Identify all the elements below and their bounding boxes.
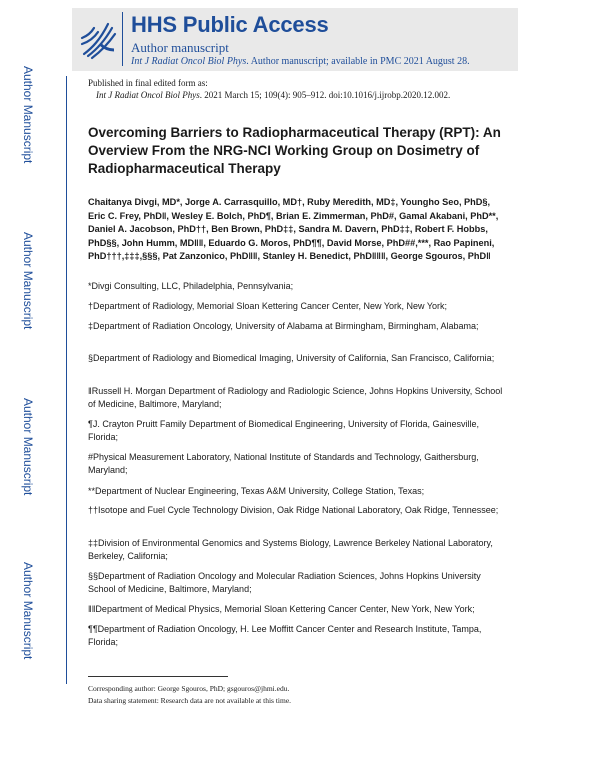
affiliation: ¶¶Department of Radiation Oncology, H. Lee Moffitt Cancer Center and Research Institute, Tampa, Florida; [88,624,482,647]
side-label-author-manuscript: Author Manuscript [21,232,35,330]
affiliation: §Department of Radiology and Biomedical Imaging, University of California, San Francisco, California; [88,353,495,363]
affiliation: ‖‖Department of Medical Physics, Memorial Sloan Kettering Cancer Center, New York, New York; [88,604,475,614]
side-rule [66,76,67,684]
banner-divider [122,12,123,66]
affiliation: †Department of Radiology, Memorial Sloan Kettering Cancer Center, New York, New York; [88,301,448,311]
citation-details: . 2021 March 15; 109(4): 905–912. doi:10.1016/j.ijrobp.2020.12.002. [199,90,451,100]
affiliation: *Divgi Consulting, LLC, Philadelphia, Pennsylvania; [88,281,294,291]
hhs-eagle-logo-icon [78,14,118,62]
data-sharing-footnote: Data sharing statement: Research data are not available at this time. [88,696,292,705]
citation-journal: Int J Radiat Oncol Biol Phys [96,90,200,100]
affiliation: ††Isotope and Fuel Cycle Technology Division, Oak Ridge National Laboratory, Oak Ridge, Tennessee; [88,505,499,515]
affiliation: ‖Russell H. Morgan Department of Radiology and Radiologic Science, Johns Hopkins University, School of Medicine, Baltimore, Maryland; [88,386,503,409]
article-title: Overcoming Barriers to Radiopharmaceutical Therapy (RPT): An Overview From the NRG-NCI Working Group on Dosimetry of Radiopharmaceutical Therapy [88,125,501,176]
availability-text: . Author manuscript; available in PMC 2021 August 28. [246,56,470,67]
footnote-rule [88,676,228,677]
journal-availability-line [131,56,470,67]
affiliation: ‡‡Division of Environmental Genomics and Systems Biology, Lawrence Berkeley National Laboratory, Berkeley, California; [88,538,493,561]
affiliation: ¶J. Crayton Pruitt Family Department of Biomedical Engineering, University of Florida, Gainesville, Florida; [88,419,479,442]
side-label-author-manuscript: Author Manuscript [21,398,35,496]
side-label-author-manuscript: Author Manuscript [21,66,35,164]
affiliation: ‡Department of Radiation Oncology, University of Alabama at Birmingham, Birmingham, Alabama; [88,321,479,331]
affiliation: #Physical Measurement Laboratory, National Institute of Standards and Technology, Gaithersburg, Maryland; [88,452,479,475]
journal-abbrev: Int J Radiat Oncol Biol Phys [131,56,247,67]
author-manuscript-label: Author manuscript [131,40,229,55]
affiliation: §§Department of Radiation Oncology and Molecular Radiation Sciences, Johns Hopkins University School of Medicine, Baltimore, Maryland; [88,571,481,594]
author-list: Chaitanya Divgi, MD*, Jorge A. Carrasquillo, MD†, Ruby Meredith, MD‡, Youngho Seo, PhD§, Eric C. Frey, PhD‖, Wesley E. Bolch, PhD¶, Brian E. Zimmerman, PhD#, Gamal Akabani, PhD**, Daniel A. Jacobson, PhD††, Ben Brown, PhD‡‡, Sandra M. Davern, PhD‡‡, Robert F. Hobbs, PhD§§, John Humm, MD‖‖, Eduardo G. Moros, PhD¶¶, David Morse, PhD##,***, Rao Papineni, PhD†††,‡‡‡,§§§, Pat Zanzonico, PhD‖‖, Stanley H. Benedict, PhD‖‖‖, George Sgouros, PhD‖ [88,197,499,262]
corresponding-author-footnote: Corresponding author: George Sgouros, PhD; gsgouros@jhmi.edu. [88,684,290,693]
published-in-label: Published in final edited form as: [88,78,208,88]
citation-line [96,90,450,100]
side-label-author-manuscript: Author Manuscript [21,562,35,660]
affiliation: **Department of Nuclear Engineering, Texas A&M University, College Station, Texas; [88,486,425,496]
hhs-public-access-title: HHS Public Access [131,12,329,37]
